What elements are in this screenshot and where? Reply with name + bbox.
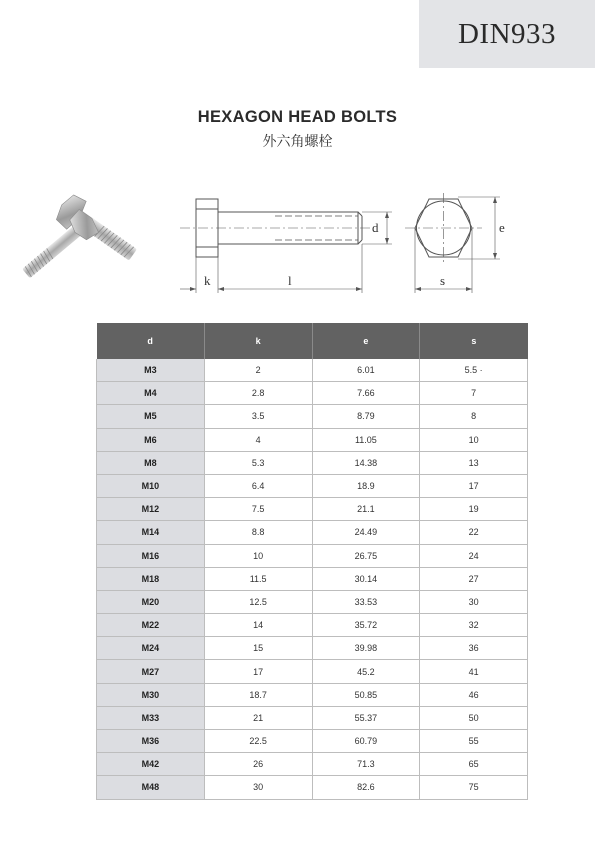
cell-e: 8.79 (312, 405, 420, 428)
cell-e: 50.85 (312, 683, 420, 706)
cell-e: 18.9 (312, 474, 420, 497)
cell-s: 30 (420, 590, 528, 613)
table-row (97, 614, 528, 637)
table-body (97, 359, 528, 799)
cell-d: M42 (97, 753, 205, 776)
cell-d: M3 (97, 359, 205, 382)
cell-d: M20 (97, 590, 205, 613)
cell-e: 14.38 (312, 451, 420, 474)
cell-k: 8.8 (204, 521, 312, 544)
cell-s: 27 (420, 567, 528, 590)
cell-k: 11.5 (204, 567, 312, 590)
cell-k: 5.3 (204, 451, 312, 474)
table-row (97, 428, 528, 451)
cell-e: 60.79 (312, 730, 420, 753)
dimensions-table (96, 323, 528, 800)
column-header-k: k (204, 323, 312, 359)
cell-s: 24 (420, 544, 528, 567)
cell-s: 50 (420, 706, 528, 729)
cell-d: M27 (97, 660, 205, 683)
cell-d: M48 (97, 776, 205, 799)
table-header-row (97, 323, 528, 359)
page-subtitle: 外六角螺栓 (262, 134, 333, 150)
cell-k: 6.4 (204, 474, 312, 497)
table-row (97, 660, 528, 683)
cell-k: 30 (204, 776, 312, 799)
cell-d: M16 (97, 544, 205, 567)
cell-e: 7.66 (312, 382, 420, 405)
cell-k: 18.7 (204, 683, 312, 706)
cell-e: 24.49 (312, 521, 420, 544)
table-row (97, 567, 528, 590)
cell-s: 5.5 · (420, 359, 528, 382)
cell-s: 55 (420, 730, 528, 753)
cell-d: M5 (97, 405, 205, 428)
cell-s: 13 (420, 451, 528, 474)
table-row (97, 683, 528, 706)
cell-e: 11.05 (312, 428, 420, 451)
cell-s: 36 (420, 637, 528, 660)
cell-d: M33 (97, 706, 205, 729)
page-title: HEXAGON HEAD BOLTS (197, 108, 398, 126)
cell-e: 45.2 (312, 660, 420, 683)
cell-k: 4 (204, 428, 312, 451)
bolt-technical-drawing (170, 185, 530, 295)
cell-k: 15 (204, 637, 312, 660)
table-row (97, 521, 528, 544)
cell-d: M10 (97, 474, 205, 497)
cell-k: 2 (204, 359, 312, 382)
table-row (97, 382, 528, 405)
column-header-d: d (97, 323, 205, 359)
cell-e: 35.72 (312, 614, 420, 637)
cell-d: M30 (97, 683, 205, 706)
table-row (97, 590, 528, 613)
cell-k: 26 (204, 753, 312, 776)
cell-s: 8 (420, 405, 528, 428)
column-header-s: s (420, 323, 528, 359)
cell-d: M8 (97, 451, 205, 474)
cell-e: 71.3 (312, 753, 420, 776)
standard-code: DIN933 (457, 17, 557, 50)
bolt-photo (18, 190, 153, 300)
cell-s: 46 (420, 683, 528, 706)
cell-s: 19 (420, 498, 528, 521)
cell-s: 32 (420, 614, 528, 637)
table-row (97, 498, 528, 521)
label-d: d (372, 220, 379, 235)
cell-d: M4 (97, 382, 205, 405)
cell-d: M22 (97, 614, 205, 637)
cell-k: 12.5 (204, 590, 312, 613)
table-row (97, 776, 528, 799)
cell-d: M12 (97, 498, 205, 521)
cell-k: 22.5 (204, 730, 312, 753)
cell-k: 17 (204, 660, 312, 683)
cell-k: 10 (204, 544, 312, 567)
table-row (97, 753, 528, 776)
cell-e: 30.14 (312, 567, 420, 590)
column-header-e: e (312, 323, 420, 359)
cell-d: M24 (97, 637, 205, 660)
cell-k: 14 (204, 614, 312, 637)
table-row (97, 706, 528, 729)
cell-s: 65 (420, 753, 528, 776)
label-e: e (499, 220, 505, 235)
cell-d: M36 (97, 730, 205, 753)
cell-k: 2.8 (204, 382, 312, 405)
cell-s: 7 (420, 382, 528, 405)
cell-e: 82.6 (312, 776, 420, 799)
cell-d: M6 (97, 428, 205, 451)
cell-e: 26.75 (312, 544, 420, 567)
cell-e: 33.53 (312, 590, 420, 613)
cell-k: 7.5 (204, 498, 312, 521)
cell-d: M14 (97, 521, 205, 544)
table-row (97, 405, 528, 428)
table-row (97, 359, 528, 382)
cell-d: M18 (97, 567, 205, 590)
cell-s: 17 (420, 474, 528, 497)
cell-s: 10 (420, 428, 528, 451)
table-row (97, 474, 528, 497)
cell-e: 21.1 (312, 498, 420, 521)
cell-k: 3.5 (204, 405, 312, 428)
cell-e: 39.98 (312, 637, 420, 660)
table-row (97, 451, 528, 474)
label-l: l (288, 273, 292, 288)
standard-badge (419, 0, 595, 68)
table-row (97, 544, 528, 567)
label-k: k (204, 273, 211, 288)
cell-e: 55.37 (312, 706, 420, 729)
cell-k: 21 (204, 706, 312, 729)
cell-s: 75 (420, 776, 528, 799)
table-row (97, 637, 528, 660)
cell-e: 6.01 (312, 359, 420, 382)
cell-s: 41 (420, 660, 528, 683)
cell-s: 22 (420, 521, 528, 544)
label-s: s (440, 273, 446, 288)
table-row (97, 730, 528, 753)
